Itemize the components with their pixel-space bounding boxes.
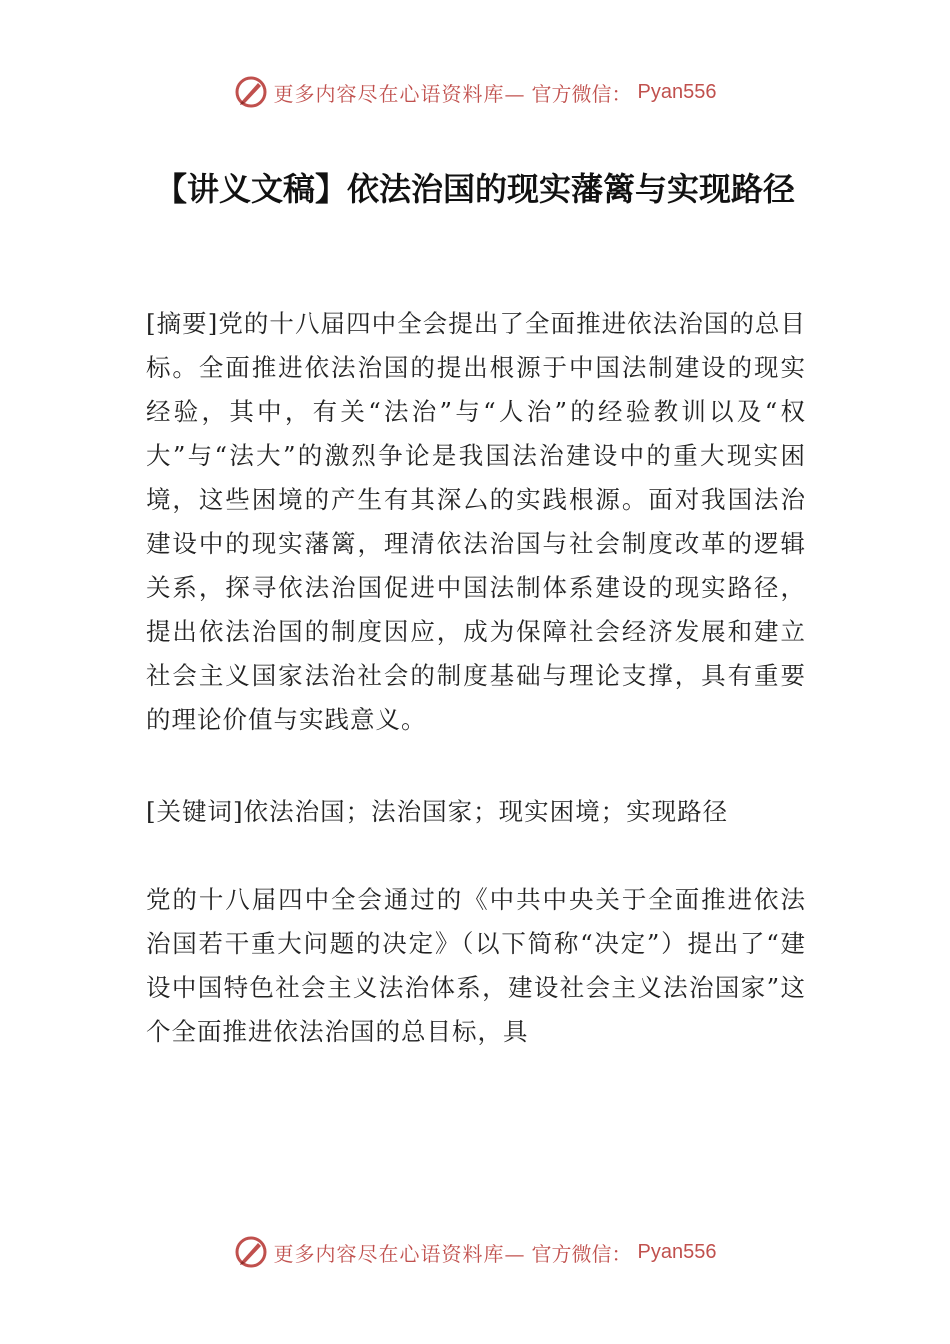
body-paragraph: 党的十八届四中全会通过的《中共中央关于全面推进依法治国若干重大问题的决定》（以下简称“决定”）提出了“建设中国特色社会主义法治体系，建设社会主义法治国家”这个全面推进依法治国的总目标，具 xyxy=(146,885,806,1046)
keywords-line: [关键词]依法治国；法治国家；现实困境；实现路径 xyxy=(146,797,729,826)
pen-logo-icon xyxy=(234,75,268,109)
abstract-paragraph: [摘要]党的十八届四中全会提出了全面推进依法治国的总目标。全面推进依法治国的提出根源于中国法制建设的现实经验，其中，有关“法治”与“人治”的经验教训以及“权大”与“法大”的激烈争论是我国法治建设中的重大现实困境，这些困境的产生有其深厶的实践根源。面对我国法治建设中的现实藩篱，理清依法治国与社会制度改革的逻辑关系，探寻依法治国促进中国法制体系建设的现实路径，提出依法治国的制度因应，成为保障社会经济发展和建立社会主义国家法治社会的制度基础与理论支撑，具有重要的理论价值与实践意义。 xyxy=(146,309,806,734)
document-title: 【讲义文稿】依法治国的现实藩篱与实现路径 xyxy=(154,170,795,208)
pen-logo-icon xyxy=(234,1235,268,1269)
header-wechat-label: 官方微信： xyxy=(531,81,632,106)
footer-banner-text: 更多内容尽在心语资料库— xyxy=(273,1241,526,1266)
header-banner-text: 更多内容尽在心语资料库— xyxy=(273,81,526,106)
footer-wechat-label: 官方微信： xyxy=(531,1241,632,1266)
header-wechat-id: Pyan556 xyxy=(637,80,717,103)
header-banner xyxy=(0,72,950,112)
footer-banner xyxy=(0,1232,950,1272)
footer-wechat-id: Pyan556 xyxy=(637,1240,717,1263)
